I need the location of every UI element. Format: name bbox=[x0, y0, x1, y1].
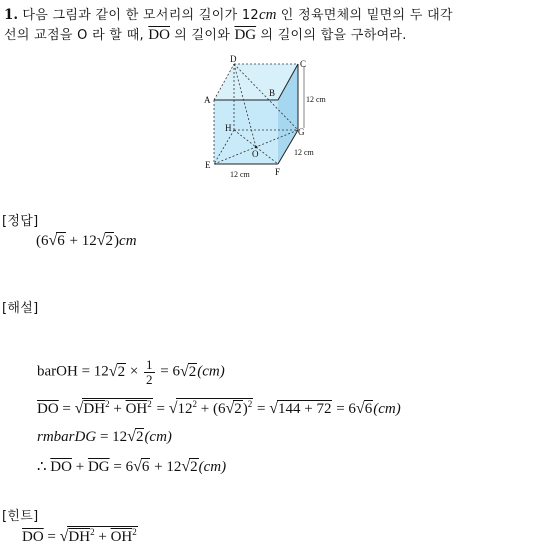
label-edge-bottom: 12 cm bbox=[230, 170, 250, 179]
label-h: H bbox=[225, 123, 232, 133]
question-line-1 bbox=[4, 4, 453, 24]
label-edge-depth: 12 cm bbox=[294, 148, 314, 157]
question-text-1b: 인 정육면체의 밑면의 두 대각 bbox=[280, 8, 453, 23]
label-edge-right: 12 cm bbox=[306, 95, 326, 104]
segment-do: $\overline{DO}$ bbox=[148, 27, 170, 43]
question-line-2: 선의 교점을 O 라 할 때, $\overline{DO}$ 의 길이와 $\overline{DG}$ 의 길이의 합을 구하여라. bbox=[4, 27, 407, 43]
solution-line-4: ∴ $\overline{DO} + \overline{DG} = 6√6 + 12√2(cm)$ bbox=[37, 458, 227, 475]
label-f: F bbox=[275, 167, 281, 177]
question-text-1: 다음 그림과 같이 한 모서리의 길이가 12 bbox=[22, 8, 259, 23]
label-c: C bbox=[300, 59, 307, 69]
answer-expression: (6√6 + 12√2)cm bbox=[36, 232, 137, 249]
hint-expression: $\overline{DO} = √DH^2 + \overline{OH}^2$ bbox=[22, 527, 137, 545]
segment-dg: $\overline{DG}$ bbox=[234, 27, 257, 43]
solution-label: [해설] bbox=[2, 301, 39, 316]
question-unit: cm bbox=[259, 7, 277, 23]
solution-line-1: barOH = 12√2 × $\frac{1}{2}$ = 6√2(cm) bbox=[37, 357, 225, 387]
label-b: B bbox=[269, 88, 276, 98]
label-o: O bbox=[252, 149, 259, 159]
hint-label: [힌트] bbox=[2, 509, 39, 524]
label-e: E bbox=[205, 160, 211, 170]
label-g: G bbox=[298, 127, 305, 137]
question-number: 1. bbox=[4, 7, 19, 23]
cube-front-face bbox=[214, 100, 278, 164]
solution-line-3: rmbarDG = 12√2(cm) bbox=[37, 428, 172, 445]
label-d: D bbox=[230, 54, 237, 64]
answer-label: [정답] bbox=[2, 214, 39, 229]
cube-figure bbox=[196, 54, 346, 182]
solution-line-2: $\overline{DO} = √DH^2 + \overline{OH}^2 = √12^2 + (6√2)^2 = √144 + 72 = 6√6(cm)$ bbox=[37, 399, 401, 417]
label-a: A bbox=[204, 95, 211, 105]
